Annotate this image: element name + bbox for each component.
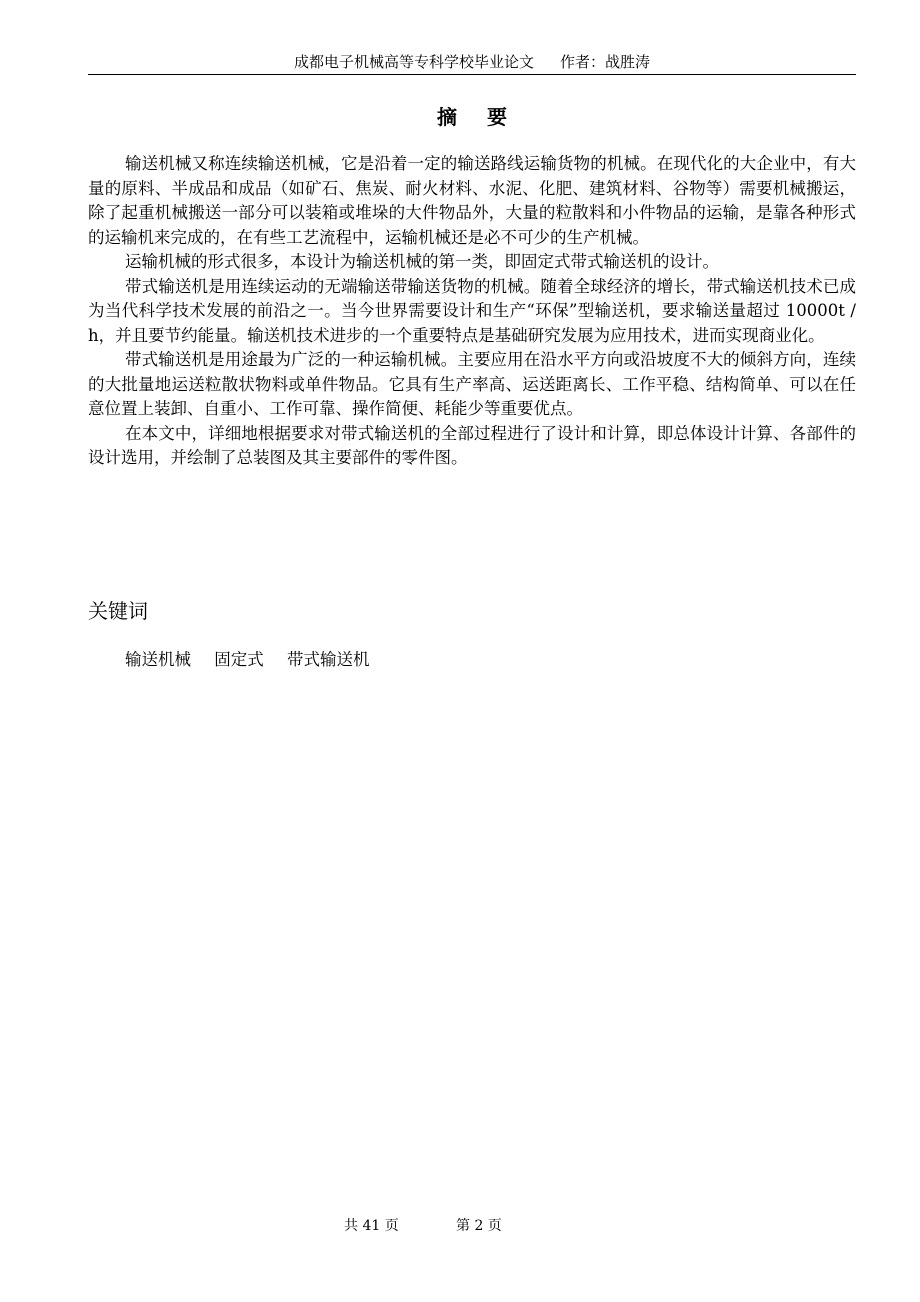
header-author: 作者：战胜涛 [560, 53, 651, 71]
header-school-title: 成都电子机械高等专科学校毕业论文 [293, 53, 534, 71]
page-number: 第 2 页 [456, 1218, 502, 1234]
abstract-paragraph: 在本文中，详细地根据要求对带式输送机的全部过程进行了设计和计算，即总体设计计算、各部件的设计选用，并绘制了总装图及其主要部件的零件图。 [88, 423, 856, 467]
keyword: 输送机械 [125, 650, 191, 669]
keyword: 固定式 [214, 650, 264, 669]
total-pages: 共 41 页 [344, 1218, 399, 1234]
running-header [88, 50, 856, 74]
abstract-paragraph: 带式输送机是用途最为广泛的一种运输机械。主要应用在沿水平方向或沿坡度不大的倾斜方向，连续的大批量地运送粒散状物料或单件物品。它具有生产率高、运送距离长、工作平稳、结构简单、可以在任意位置上装卸、自重小、工作可靠、操作简便、耗能少等重要优点。 [88, 350, 856, 418]
abstract-title: 摘要 [437, 105, 537, 129]
abstract-paragraph: 输送机械又称连续输送机械，它是沿着一定的输送路线运输货物的机械。在现代化的大企业中，有大量的原料、半成品和成品（如矿石、焦炭、耐火材料、水泥、化肥、建筑材料、谷物等）需要机械搬运，除了起重机械搬送一部分可以装箱或堆垛的大件物品外，大量的粒散料和小件物品的运输，是靠各种形式的运输机来完成的，在有些工艺流程中，运输机械还是必不可少的生产机械。 [88, 154, 856, 247]
keywords-list [125, 648, 388, 672]
abstract-body [88, 152, 856, 471]
abstract-paragraph: 带式输送机是用连续运动的无端输送带输送货物的机械。随着全球经济的增长，带式输送机技术已成为当代科学技术发展的前沿之一。当今世界需要设计和生产“环保”型输送机，要求输送量超过 10000t / h，并且要节约能量。输送机技术进步的一个重要特点是基础研究发展为应用技术，进而实现商业化。 [88, 276, 856, 345]
keyword: 带式输送机 [287, 650, 370, 669]
header-rule [88, 74, 856, 75]
abstract-paragraph: 运输机械的形式很多，本设计为输送机械的第一类，即固定式带式输送机的设计。 [125, 252, 719, 271]
keywords-heading: 关键词 [88, 599, 148, 623]
